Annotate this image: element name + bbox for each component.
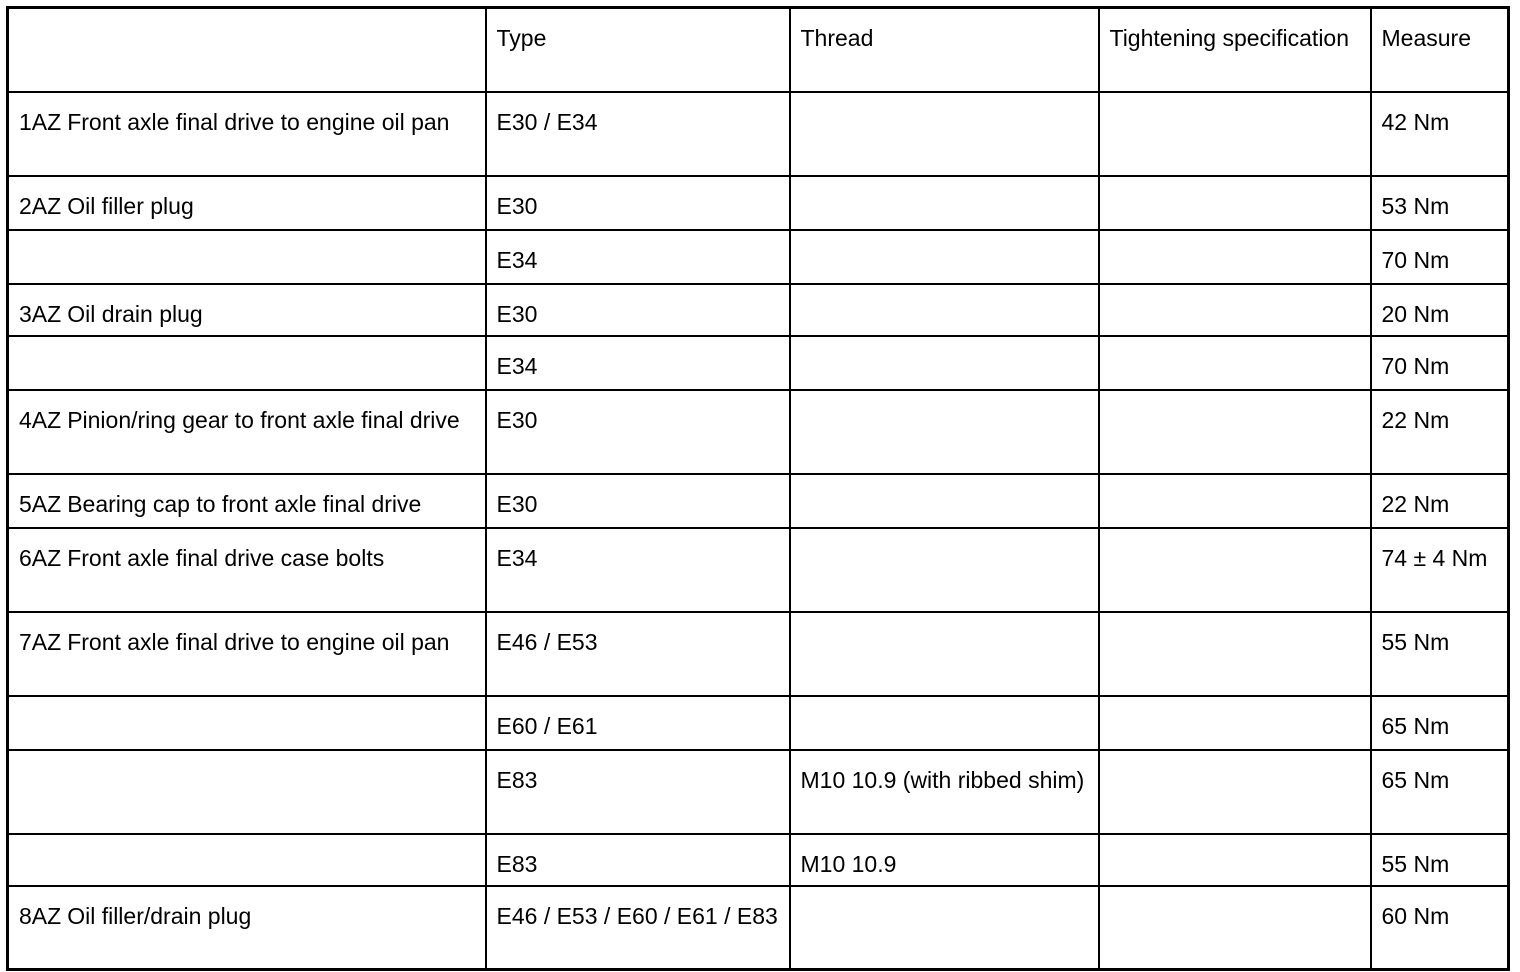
- measure-cell: 65 Nm: [1371, 750, 1509, 834]
- tightening-cell: [1099, 696, 1371, 750]
- table-row: [8, 834, 1509, 886]
- row-description-cell: [8, 834, 486, 886]
- row-description-cell: [8, 612, 486, 696]
- thread-cell: [790, 390, 1099, 474]
- row-description-cell: [8, 474, 486, 528]
- position-label: 4AZ: [19, 406, 62, 433]
- tightening-cell: [1099, 284, 1371, 336]
- header-thread: Thread: [790, 8, 1099, 92]
- position-label: 2AZ: [19, 192, 62, 219]
- table-row: [8, 474, 1509, 528]
- tightening-cell: [1099, 834, 1371, 886]
- description-text: Oil filler/drain plug: [67, 902, 252, 929]
- position-label: 7AZ: [19, 628, 62, 655]
- thread-cell: [790, 92, 1099, 176]
- table-row: [8, 230, 1509, 284]
- thread-cell: [790, 284, 1099, 336]
- measure-cell: 70 Nm: [1371, 336, 1509, 390]
- row-description-cell: [8, 230, 486, 284]
- table-row: [8, 528, 1509, 612]
- table-row: [8, 696, 1509, 750]
- description-text: Oil drain plug: [67, 300, 203, 327]
- thread-cell: [790, 176, 1099, 230]
- table-row: [8, 886, 1509, 970]
- measure-cell: 74 ± 4 Nm: [1371, 528, 1509, 612]
- header-tightening: Tightening specification: [1099, 8, 1371, 92]
- table-row: [8, 390, 1509, 474]
- measure-cell: 53 Nm: [1371, 176, 1509, 230]
- type-cell: E46 / E53 / E60 / E61 / E83: [486, 886, 790, 970]
- description-text: Oil filler plug: [67, 192, 194, 219]
- measure-cell: 55 Nm: [1371, 612, 1509, 696]
- tightening-cell: [1099, 390, 1371, 474]
- position-label: 3AZ: [19, 300, 62, 327]
- type-cell: E34: [486, 230, 790, 284]
- tightening-cell: [1099, 336, 1371, 390]
- thread-cell: [790, 528, 1099, 612]
- type-cell: E30: [486, 176, 790, 230]
- measure-cell: 22 Nm: [1371, 474, 1509, 528]
- description-text: Pinion/ring gear to front axle final drive: [67, 406, 460, 433]
- description-text: Front axle final drive to engine oil pan: [67, 108, 450, 135]
- thread-cell: M10 10.9: [790, 834, 1099, 886]
- type-cell: E34: [486, 336, 790, 390]
- measure-cell: 20 Nm: [1371, 284, 1509, 336]
- thread-cell: M10 10.9 (with ribbed shim): [790, 750, 1099, 834]
- type-cell: E30 / E34: [486, 92, 790, 176]
- type-cell: E30: [486, 390, 790, 474]
- description-text: Front axle final drive case bolts: [67, 544, 385, 571]
- position-label: 6AZ: [19, 544, 62, 571]
- position-label: 8AZ: [19, 902, 62, 929]
- thread-cell: [790, 612, 1099, 696]
- row-description-cell: [8, 336, 486, 390]
- tightening-cell: [1099, 230, 1371, 284]
- thread-cell: [790, 474, 1099, 528]
- position-label: 5AZ: [19, 490, 62, 517]
- row-description-cell: [8, 390, 486, 474]
- table-row: [8, 612, 1509, 696]
- row-description-cell: [8, 750, 486, 834]
- tightening-cell: [1099, 750, 1371, 834]
- type-cell: E83: [486, 750, 790, 834]
- table-row: [8, 92, 1509, 176]
- table-header-row: [8, 8, 1509, 92]
- thread-cell: [790, 886, 1099, 970]
- table-row: [8, 176, 1509, 230]
- thread-cell: [790, 336, 1099, 390]
- tightening-cell: [1099, 612, 1371, 696]
- thread-cell: [790, 230, 1099, 284]
- table-row: [8, 750, 1509, 834]
- tightening-cell: [1099, 176, 1371, 230]
- type-cell: E30: [486, 284, 790, 336]
- type-cell: E34: [486, 528, 790, 612]
- table-row: [8, 284, 1509, 336]
- row-description-cell: [8, 696, 486, 750]
- measure-cell: 60 Nm: [1371, 886, 1509, 970]
- header-description: [8, 8, 486, 92]
- row-description-cell: [8, 92, 486, 176]
- measure-cell: 70 Nm: [1371, 230, 1509, 284]
- description-text: Bearing cap to front axle final drive: [67, 490, 422, 517]
- row-description-cell: [8, 528, 486, 612]
- description-text: Front axle final drive to engine oil pan: [67, 628, 450, 655]
- type-cell: E46 / E53: [486, 612, 790, 696]
- table-row: [8, 336, 1509, 390]
- measure-cell: 22 Nm: [1371, 390, 1509, 474]
- type-cell: E60 / E61: [486, 696, 790, 750]
- torque-spec-table: [6, 6, 1510, 971]
- tightening-cell: [1099, 92, 1371, 176]
- tightening-cell: [1099, 886, 1371, 970]
- type-cell: E83: [486, 834, 790, 886]
- measure-cell: 55 Nm: [1371, 834, 1509, 886]
- type-cell: E30: [486, 474, 790, 528]
- row-description-cell: [8, 886, 486, 970]
- tightening-cell: [1099, 474, 1371, 528]
- row-description-cell: [8, 176, 486, 230]
- measure-cell: 42 Nm: [1371, 92, 1509, 176]
- header-type: Type: [486, 8, 790, 92]
- row-description-cell: [8, 284, 486, 336]
- measure-cell: 65 Nm: [1371, 696, 1509, 750]
- thread-cell: [790, 696, 1099, 750]
- tightening-cell: [1099, 528, 1371, 612]
- position-label: 1AZ: [19, 108, 62, 135]
- header-measure: Measure: [1371, 8, 1509, 92]
